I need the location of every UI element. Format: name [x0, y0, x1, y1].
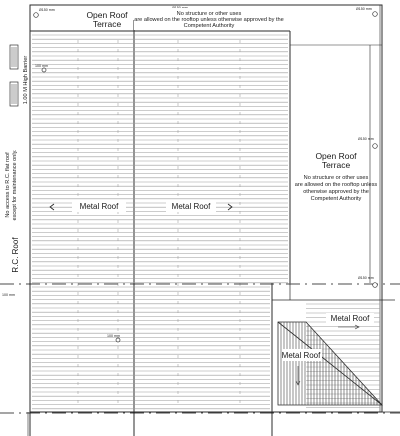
barrier-label: 1.00 M High Barrier: [23, 55, 29, 105]
level-top-left: Ø150 mm: [39, 8, 55, 12]
level-left-mid: 100 mm: [2, 293, 15, 297]
arrow-right-icon: [338, 325, 359, 329]
level-left-small: 100 mm: [35, 64, 48, 68]
top-note-line1: No structure or other uses: [176, 11, 242, 17]
terrace-title-top-line1: Open Roof: [86, 10, 128, 20]
lower-metal-roof: [278, 322, 382, 405]
top-note-line2: are allowed on the rooftop unless otherwise approved by the: [134, 17, 284, 23]
barrier-post-icon: [10, 45, 18, 106]
right-note-line4: Competent Authority: [310, 196, 362, 202]
arrow-down-icon: [296, 366, 300, 385]
metal-roof-label-right: Metal Roof: [330, 314, 370, 323]
metal-roof-ribs: [32, 35, 288, 409]
metal-roof-label-lower: Metal Roof: [281, 351, 321, 360]
metal-roof-label-left: Metal Roof: [79, 202, 119, 211]
level-right-lower: Ø150 mm: [358, 276, 374, 280]
level-center-lower: 100 mm: [107, 334, 120, 338]
metal-roof-hatch: [281, 322, 377, 405]
level-top-right: Ø150 mm: [356, 7, 372, 11]
rc-note-line1: No access to R.C. flat roof: [5, 152, 11, 218]
level-right-upper: Ø150 mm: [358, 137, 374, 141]
terrace-title-right-line2: Terrace: [321, 160, 351, 170]
right-note-line1: No structure or other uses: [303, 175, 369, 181]
right-note-line3: otherwise approved by the: [303, 189, 369, 195]
rc-note-line2: except for maintenance only.: [12, 149, 18, 221]
terrace-title-right-line1: Open Roof: [315, 151, 357, 161]
top-note-line3: Competent Authority: [183, 23, 235, 29]
metal-roof-label-center: Metal Roof: [171, 202, 211, 211]
terrace-title-top-line2: Terrace: [92, 19, 122, 29]
rc-roof-label: R.C. Roof: [11, 237, 20, 273]
right-note-line2: are allowed on the rooftop unless: [294, 182, 378, 188]
